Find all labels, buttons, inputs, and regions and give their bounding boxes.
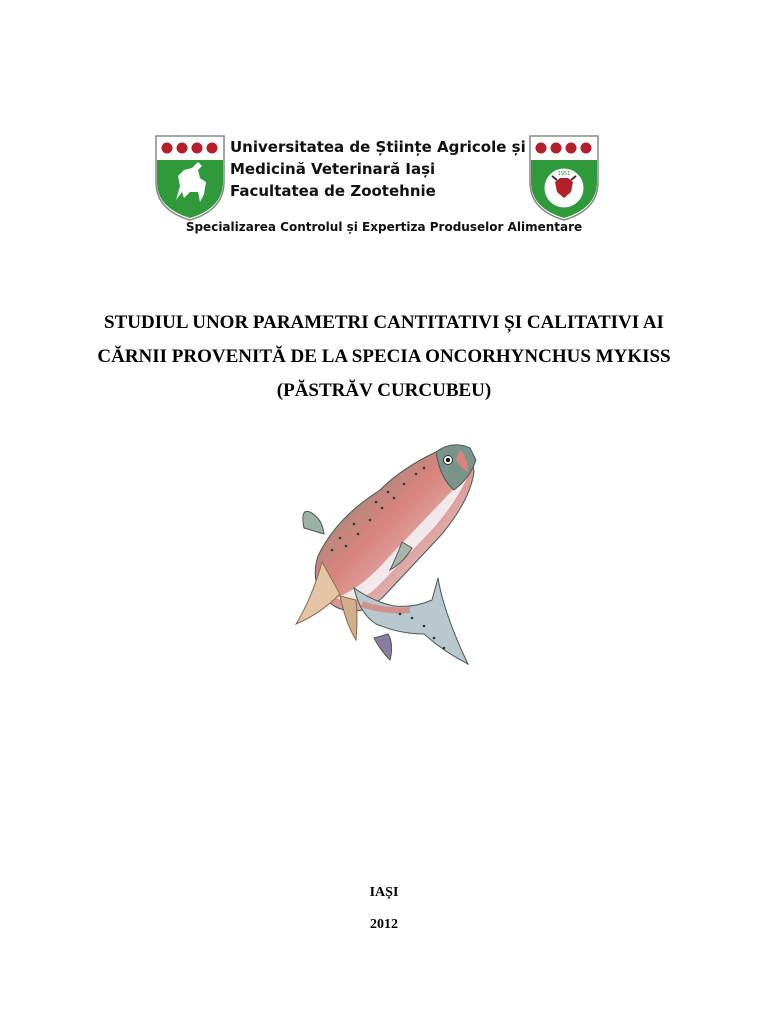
rainbow-trout-illustration-icon (284, 438, 484, 670)
university-name-line2: Medicină Veterinară Iași (230, 160, 436, 178)
title-line3: (PĂSTRĂV CURCUBEU) (276, 380, 492, 401)
year-label: 2012 (370, 917, 398, 932)
svg-text:1951: 1951 (557, 171, 571, 177)
faculty-name: Facultatea de Zootehnie (230, 182, 436, 200)
title-line1: STUDIUL UNOR PARAMETRI CANTITATIVI ȘI CALITATIVI AI (104, 312, 664, 333)
title-line2: CĂRNII PROVENITĂ DE LA SPECIA ONCORHYNCHUS MYKISS (97, 346, 671, 367)
faculty-crest-icon (528, 134, 600, 222)
thesis-title (40, 306, 728, 408)
university-name-line1: Universitatea de Științe Agricole și (230, 138, 526, 156)
institution-block (230, 136, 530, 202)
city-label: IAȘI (369, 885, 399, 900)
document-footer (0, 877, 768, 941)
document-header (0, 128, 768, 248)
university-crest-icon (154, 134, 226, 222)
specialization-line: Specializarea Controlul și Expertiza Produselor Alimentare (185, 220, 583, 234)
